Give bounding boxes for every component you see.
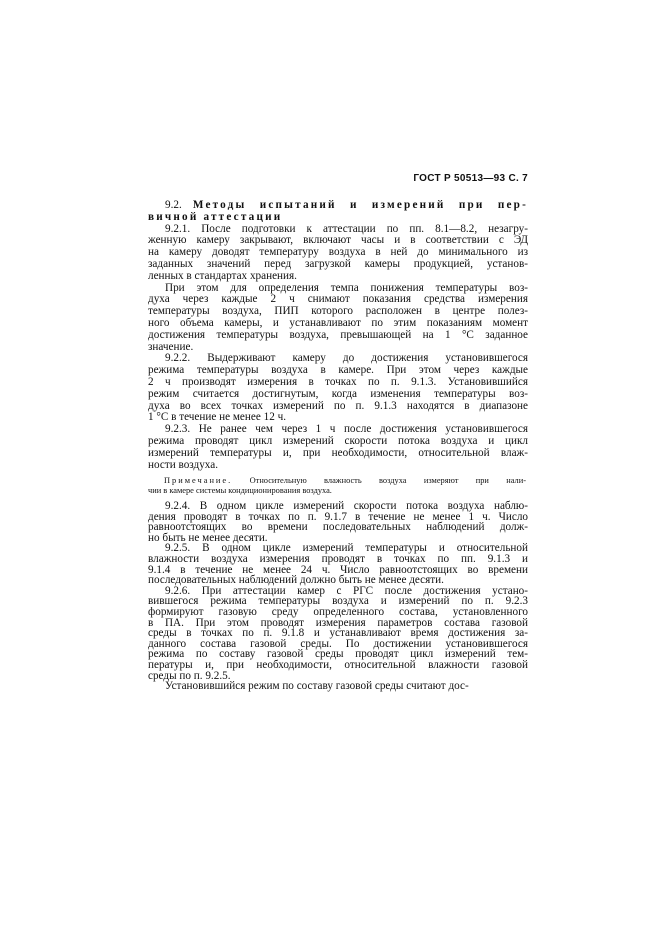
note-label: Примечание. [164, 476, 233, 486]
heading-line-2: вичной аттестации [148, 210, 283, 223]
text-line: женную камеру закрывают, включают часы и в соответствии с ЭД [148, 234, 528, 247]
note-line-1 [148, 476, 528, 486]
text-line: формируют газовую среду определенного состава, установленного [148, 605, 528, 618]
text-line: вившегося режима температуры воздуха и измерений по п. 9.2.3 [148, 595, 528, 608]
page-header: ГОСТ Р 50513—93 С. 7 [413, 173, 528, 184]
text-line: 9.2.6. При аттестации камер с РГС после достижения устано- [165, 584, 528, 597]
text-line: данного состава газовой среды. По достижении установившегося [148, 637, 528, 650]
text-line: 9.1.4 в течение не менее 24 ч. Число равноотстоящих во времени [148, 563, 528, 576]
text-line: 9.2.2. Выдерживают камеру до достижения установившегося [165, 352, 528, 365]
text-line: 2 ч производят измерения в точках по п. 9.1.3. Установившийся [148, 375, 528, 388]
text-line: 1 °С в течение не менее 12 ч. [148, 411, 287, 424]
text-line: духа во всех точках измерений по п. 9.1.3 находятся в диапазоне [148, 399, 528, 412]
text-line: среды в точках по п. 9.1.8 и устанавливают время достижения за- [148, 627, 528, 640]
text-line: 9.2.5. В одном цикле измерений температуры и относительной [165, 542, 528, 555]
text-line: духа через каждые 2 ч снимают показания средства измерения [148, 293, 528, 306]
section-9-2-continued [148, 501, 528, 692]
text-line: температуры воздуха, ПИП которого расположен в центре полез- [148, 305, 528, 318]
note-line-2: чии в камере системы кондиционирования воздуха. [148, 486, 332, 496]
text-line: достижения температуры воздуха, превышающей на 1 °С заданное [148, 328, 528, 341]
heading-number: 9.2. [165, 199, 182, 211]
text-line: ленных в стандартах хранения. [148, 269, 297, 282]
text-line: При этом для определения темпа понижения температуры воз- [165, 281, 528, 294]
text-line: измерений температуры и, при необходимости, относительной влаж- [148, 446, 528, 459]
text-line: режима температуры воздуха в камере. При этом через каждые [148, 364, 528, 377]
note-text: Относительную влажность воздуха измеряют при нали- [249, 476, 527, 486]
text-line: Установившийся режим по составу газовой среды считают дос- [165, 680, 469, 693]
text-line: пературы и, при необходимости, относительной влажности газовой [148, 658, 528, 671]
section-9-2 [148, 200, 528, 496]
heading-line-1: Методы испытаний и измерений при пер- [192, 199, 528, 211]
text-line: ного объема камеры, и устанавливают по этим показаниям момент [148, 316, 528, 329]
text-line: 9.2.1. После подготовки к аттестации по пп. 8.1—8.2, незагру- [165, 222, 528, 235]
text-line: ности воздуха. [148, 458, 219, 471]
text-line: в ПА. При этом проводят измерения параметров состава газовой [148, 616, 528, 629]
text-line: заданных значений перед загрузкой камеры продукцией, установ- [148, 257, 528, 270]
text-line: последовательных наблюдений должно быть не менее десяти. [148, 574, 444, 587]
text-line: значение. [148, 340, 194, 353]
text-line: 9.2.4. В одном цикле измерений скорости потока воздуха наблю- [165, 500, 528, 512]
text-line: на камеру доводят температуру воздуха в ней до минимального из [148, 246, 528, 259]
text-line: но быть не менее десяти. [148, 531, 268, 544]
text-line: режим считается достигнутым, когда изменения температуры воз- [148, 387, 528, 400]
text-line: режима по составу газовой среды проводят цикл измерений тем- [148, 648, 528, 661]
text-line: равноотстоящих во времени последовательных наблюдений долж- [148, 521, 528, 534]
text-line: дения проводят в точках по п. 9.1.7 в течение не менее 1 ч. Число [148, 510, 528, 523]
text-line: 9.2.3. Не ранее чем через 1 ч после достижения установившегося [165, 423, 528, 436]
text-line: среды по п. 9.2.5. [148, 669, 231, 682]
text-line: влажности воздуха измерения проводят в точках по пп. 9.1.3 и [148, 552, 528, 565]
text-line: режима проводят цикл измерений скорости потока воздуха и цикл [148, 434, 528, 447]
